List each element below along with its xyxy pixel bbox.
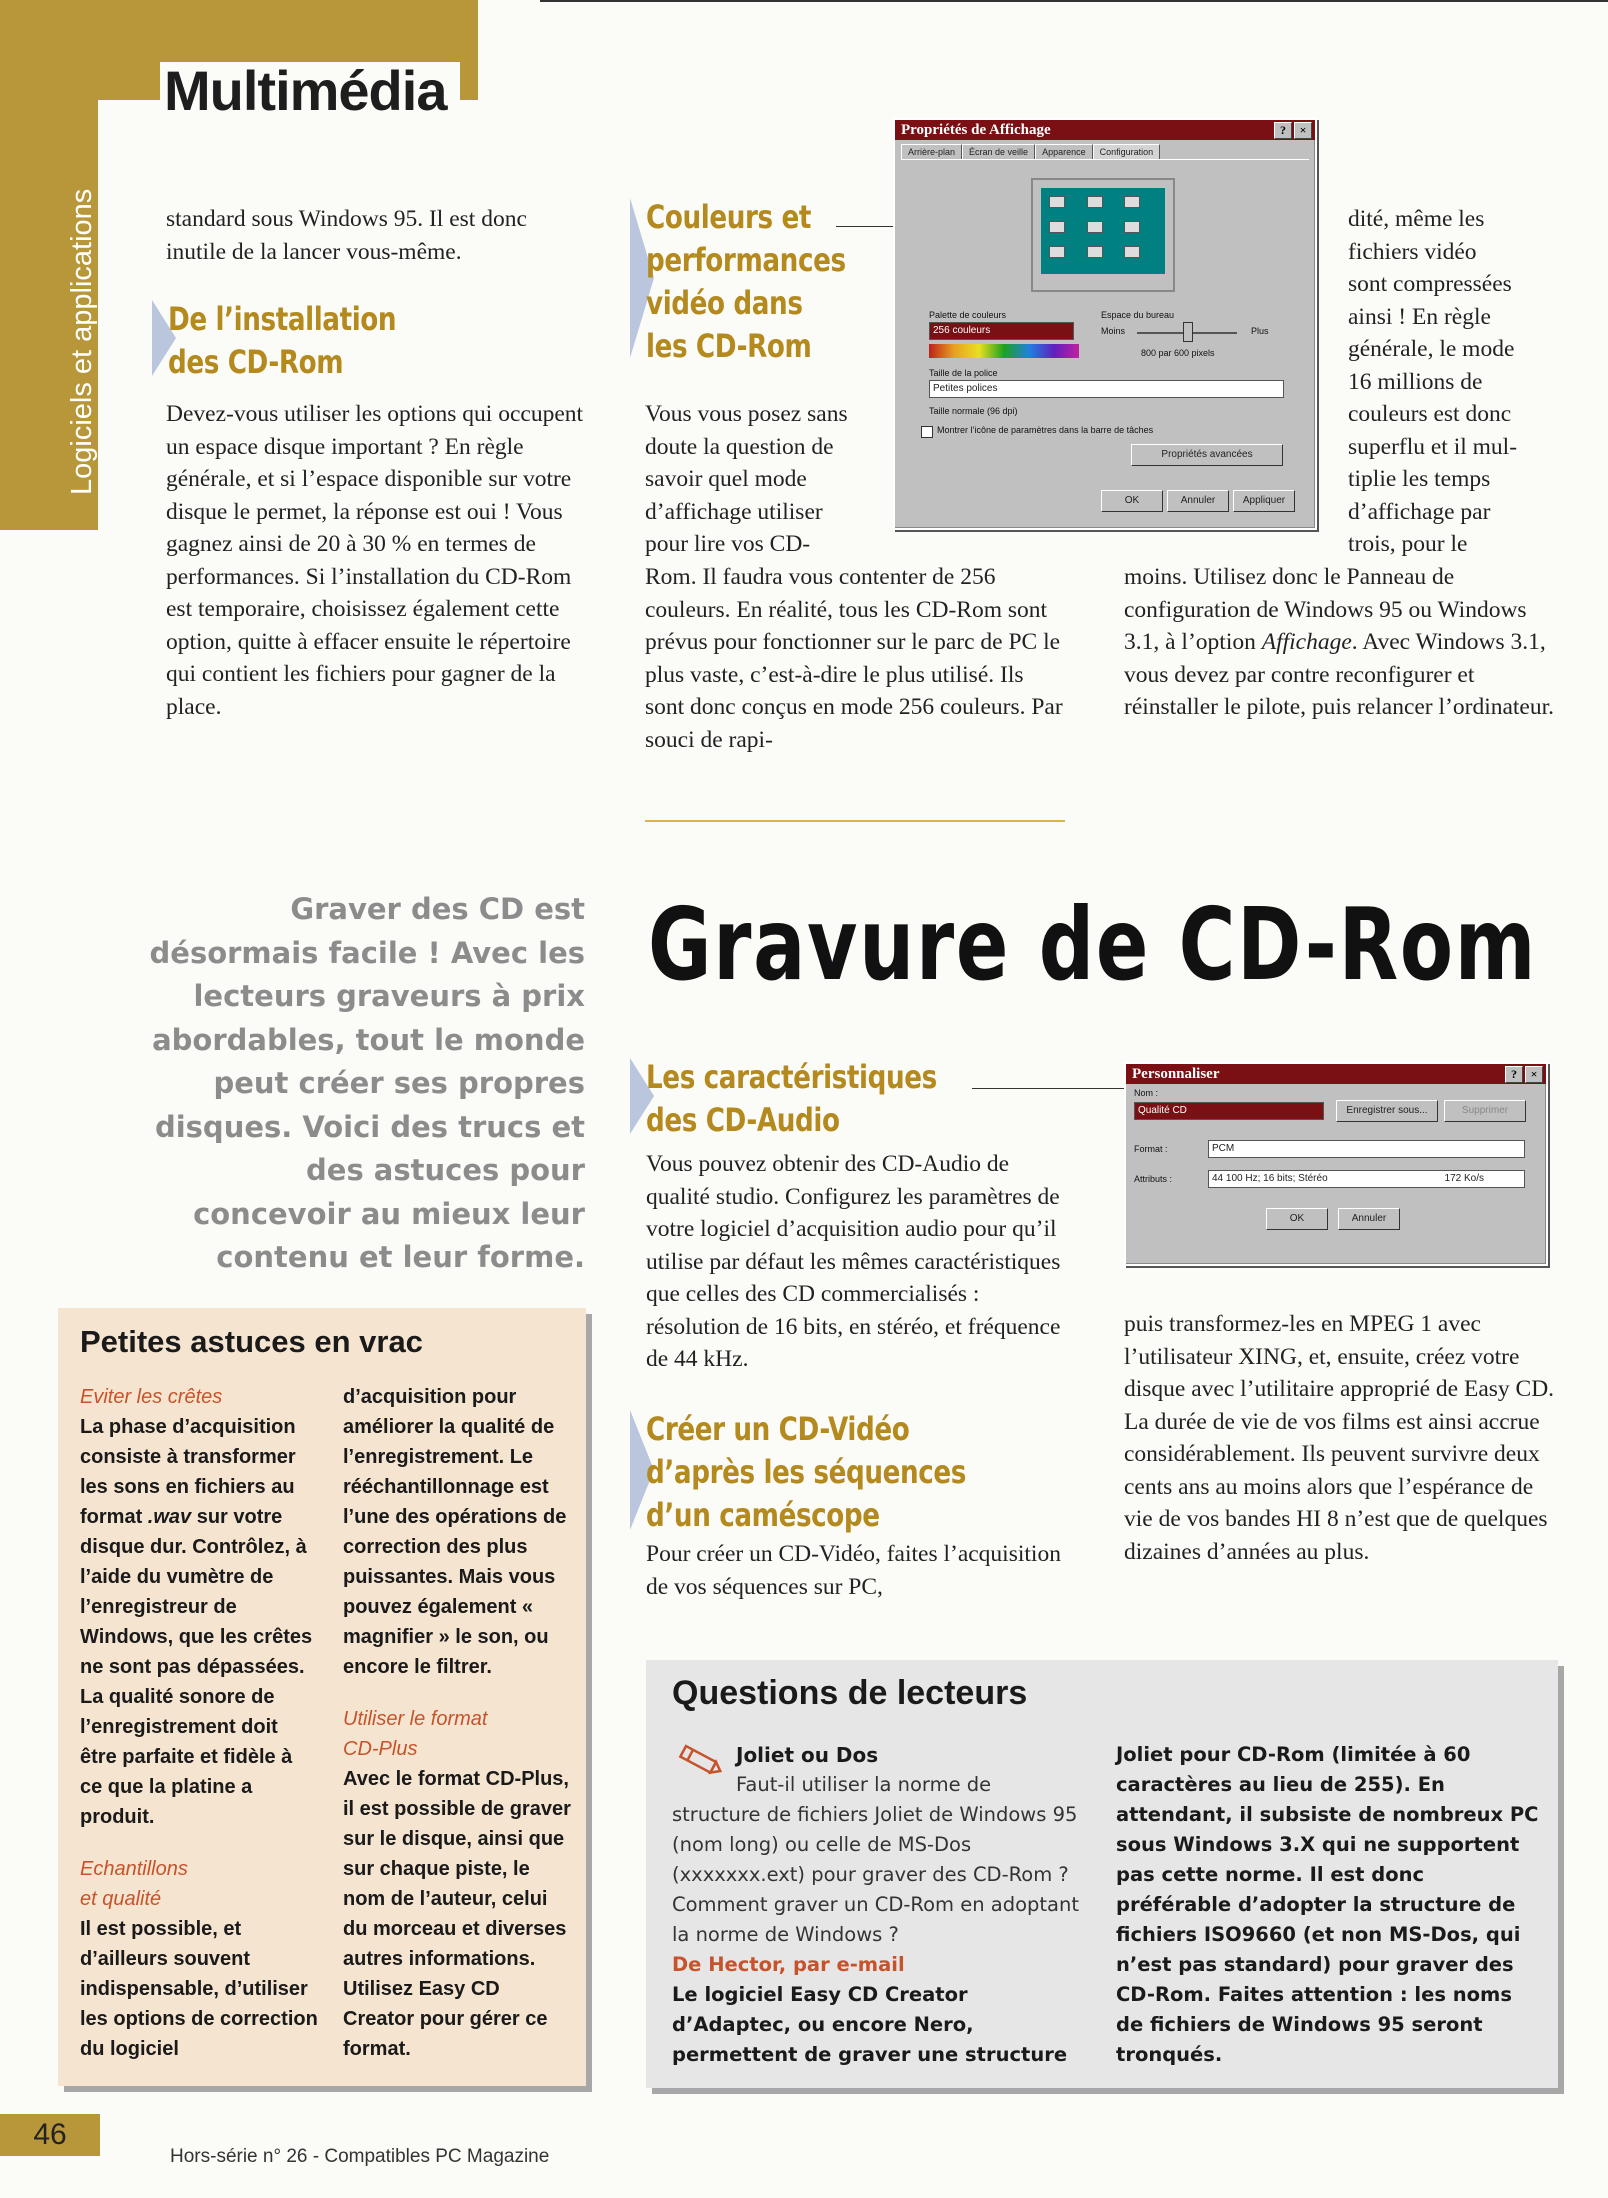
font-normal-label: Taille normale (96 dpi) — [929, 406, 1018, 416]
resolution-value: 800 par 600 pixels — [1141, 348, 1215, 358]
heading-rule — [972, 1088, 1124, 1089]
tips-col-left — [80, 1382, 320, 2064]
tips-col-right — [343, 1382, 575, 2064]
dialog-title: Propriétés de Affichage — [901, 122, 1051, 138]
font-size-select[interactable]: Petites polices — [929, 380, 1284, 398]
side-label: Logiciels et applications — [66, 188, 98, 495]
tips-subheading: et qualité — [80, 1888, 162, 1910]
question-author: De Hector, par e-mail — [672, 1953, 905, 1976]
dialog-titlebar — [1126, 1064, 1546, 1084]
question-title: Joliet ou Dos — [736, 1743, 879, 1767]
taskbar-checkbox-label: Montrer l’icône de paramètres dans la barre de tâches — [937, 425, 1154, 435]
attributes-label: Attributs : — [1134, 1174, 1173, 1184]
col3-body: moins. Utilisez donc le Panneau de configuration de Windows 95 ou Windows 3.1, à l’option Affichage. Avec Windows 3.1, vous devez par contre reconfigurer et réinstaller le pilote, puis relancer l’ordinateur. — [1124, 564, 1555, 720]
close-button[interactable]: × — [1525, 1066, 1543, 1083]
col3b-body: puis transformez-les en MPEG 1 avec l’utilisateur XING, et, ensuite, créez votre disque avec l’utilitaire approprié de Easy CD. La durée de vie de vos films est ainsi accrue considérablement. Ils peuvent survivre deux cents ans au moins alors que l’espérance de vie de vos bandes HI 8 n’est que de quelques dizaines d’années au plus. — [1124, 1311, 1555, 1565]
heading-cd-audio: Les caractéristiques des CD-Audio — [646, 1058, 937, 1139]
section-title: Multimédia — [160, 62, 460, 125]
questions-title: Questions de lecteurs — [672, 1674, 1028, 1712]
feature-intro: Graver des CD est désormais facile ! Avec les lecteurs graveurs à prix abordables, tout le monde peut créer ses propres disques. Voici des trucs et des astuces pour concevoir au mieux leur contenu et leur forme. — [149, 892, 585, 1274]
cdaudio-body: Vous pouvez obtenir des CD-Audio de qualité studio. Configurez les paramètres de votre logiciel d’acquisition audio pour qu’il utilise par défaut les mêmes caractéristiques que celles des CD commercialisés : résolution de 16 bits, en stéréo, et fréquence de 44 kHz. — [646, 1151, 1061, 1372]
gold-rule — [645, 820, 1065, 822]
dialog-title: Personnaliser — [1132, 1066, 1220, 1082]
heading-rule — [836, 226, 894, 227]
color-spectrum — [929, 344, 1079, 358]
tab-settings[interactable]: Configuration — [1093, 144, 1161, 159]
apply-button[interactable]: Appliquer — [1233, 490, 1295, 512]
name-label: Nom : — [1134, 1088, 1159, 1098]
tips-subheading: Eviter les crêtes — [80, 1386, 223, 1408]
attributes-select[interactable]: 44 100 Hz; 16 bits; Stéréo 172 Ko/s — [1208, 1170, 1525, 1188]
cancel-button[interactable]: Annuler — [1338, 1208, 1400, 1230]
monitor-preview — [1031, 178, 1175, 292]
tips-paragraph: Avec le format CD-Plus, il est possible de graver sur le disque, ainsi que sur chaque piste, le nom de l’auteur, celui du morceau et diverses autres informations. Utilisez Easy CD Creator pour gérer ce format. — [343, 1768, 571, 2060]
display-properties-dialog — [893, 118, 1317, 530]
questions-box — [646, 1660, 1558, 2088]
col1-intro: standard sous Windows 95. Il est donc inutile de la lancer vous-même. — [166, 206, 527, 265]
taskbar-checkbox[interactable] — [921, 426, 933, 438]
tips-subheading: CD-Plus — [343, 1738, 418, 1760]
col3-body-start: dité, même les fichiers vidéo sont compressées ainsi ! En règle générale, le mode 16 millions de couleurs est donc superflu et il mul- tiplie les temps d’affichage par trois, pour le — [1348, 206, 1518, 557]
format-select[interactable]: PCM — [1208, 1140, 1525, 1158]
tips-paragraph: Il est possible, et d’ailleurs souvent indispensable, d’utiliser les options de correction du logiciel — [80, 1918, 318, 2060]
heading-installation: De l’installation des CD-Rom — [168, 300, 397, 381]
advanced-button[interactable]: Propriétés avancées — [1131, 444, 1283, 466]
name-select[interactable]: Qualité CD — [1134, 1102, 1324, 1120]
ok-button[interactable]: OK — [1266, 1208, 1328, 1230]
col2-body: Rom. Il faudra vous contenter de 256 couleurs. En réalité, tous les CD-Rom sont prévus pour fonctionner sur le parc de PC le plus vaste, c’est-à-dire le plus utilisé. Ils sont donc conçus en mode 256 couleurs. Par souci de rapi- — [645, 564, 1063, 753]
help-button[interactable]: ? — [1505, 1066, 1523, 1083]
tips-title: Petites astuces en vrac — [80, 1324, 423, 1359]
footer-text: Hors-série n° 26 - Compatibles PC Magazine — [170, 2146, 550, 2167]
tips-box — [58, 1308, 586, 2086]
ok-button[interactable]: OK — [1101, 490, 1163, 512]
tab-appearance[interactable]: Apparence — [1035, 144, 1093, 159]
cdvideo-body: Pour créer un CD-Vidéo, faites l’acquisition de vos séquences sur PC, — [646, 1541, 1061, 1600]
save-as-button[interactable]: Enregistrer sous... — [1336, 1100, 1438, 1122]
resolution-slider[interactable] — [1183, 322, 1193, 342]
desktop-label: Espace du bureau — [1101, 310, 1175, 320]
heading-cd-video: Créer un CD-Vidéo d’après les séquences d’un caméscope — [646, 1410, 966, 1534]
palette-label: Palette de couleurs — [929, 310, 1007, 320]
feature-title: Gravure de CD-Rom — [648, 886, 1538, 1003]
tips-subheading: Echantillons — [80, 1858, 188, 1880]
cancel-button[interactable]: Annuler — [1167, 490, 1229, 512]
help-button[interactable]: ? — [1274, 122, 1292, 139]
tips-paragraph: d’acquisition pour améliorer la qualité de l’enregistrement. Le rééchantillonnage est l’une des opérations de correction des plus puissantes. Mais vous pouvez également « magnifier » le son, ou encore le filtrer. — [343, 1386, 567, 1678]
answer-part1: Le logiciel Easy CD Creator d’Adaptec, ou encore Nero, permettent de graver une structure — [672, 1983, 1068, 2066]
more-label: Plus — [1251, 326, 1269, 336]
customize-dialog — [1124, 1062, 1548, 1266]
col2-body-start: Vous vous posez sans doute la question de savoir quel mode d’affichage utiliser pour lire vos CD- — [645, 401, 848, 557]
tab-background[interactable]: Arrière-plan — [901, 144, 962, 159]
dialog-titlebar — [895, 120, 1315, 140]
tips-subheading: Utiliser le format — [343, 1708, 488, 1730]
close-button[interactable]: × — [1294, 122, 1312, 139]
col1-body: Devez-vous utiliser les options qui occupent un espace disque important ? En règle générale, et si l’espace disponible sur votre disque le permet, la réponse est oui ! Vous gagnez ainsi de 20 à 30 % en termes de performances. Si l’installation du CD-Rom est temporaire, choisissez également cette option, quitte à effacer ensuite le répertoire qui contient les fichiers pour gagner de la place. — [166, 401, 584, 720]
tab-screensaver[interactable]: Écran de veille — [962, 144, 1035, 159]
less-label: Moins — [1101, 326, 1126, 336]
tips-paragraph: La phase d’acquisition consiste à transformer les sons en fichiers au format .wav sur votre disque dur. Contrôlez, à l’aide du vumètre de l’enregistreur de Windows, que les crêtes ne sont pas dépassées. La qualité sonore de l’enregistrement doit être parfaite et fidèle à ce que la platine a produit. — [80, 1416, 313, 1828]
top-rule — [540, 0, 1608, 2]
page-number: 46 — [0, 2114, 100, 2156]
heading-couleurs: Couleurs et performances vidéo dans les CD-Rom — [646, 198, 846, 365]
palette-select[interactable]: 256 couleurs — [929, 322, 1074, 340]
answer-part2: Joliet pour CD-Rom (limitée à 60 caractères au lieu de 255). En attendant, il subsiste de nombreux PC sous Windows 3.X qui ne supportent pas cette norme. Il est donc préférable d’adopter la structure de fichiers ISO9660 (et non MS-Dos, qui n’est pas standard) pour graver des CD-Rom. Faites attention : les noms de fichiers de Windows 95 seront tronqués. — [1116, 1743, 1539, 2066]
font-size-label: Taille de la police — [929, 368, 998, 378]
question-text: Faut-il utiliser la norme de structure de fichiers Joliet de Windows 95 (nom long) ou celle de MS-Dos (xxxxxxx.ext) pour graver des CD-Rom ? Comment graver un CD-Rom en adoptant la norme de Windows ? — [672, 1773, 1080, 1946]
delete-button[interactable]: Supprimer — [1444, 1100, 1526, 1122]
format-label: Format : — [1134, 1144, 1168, 1154]
monitor-screen — [1041, 188, 1165, 274]
